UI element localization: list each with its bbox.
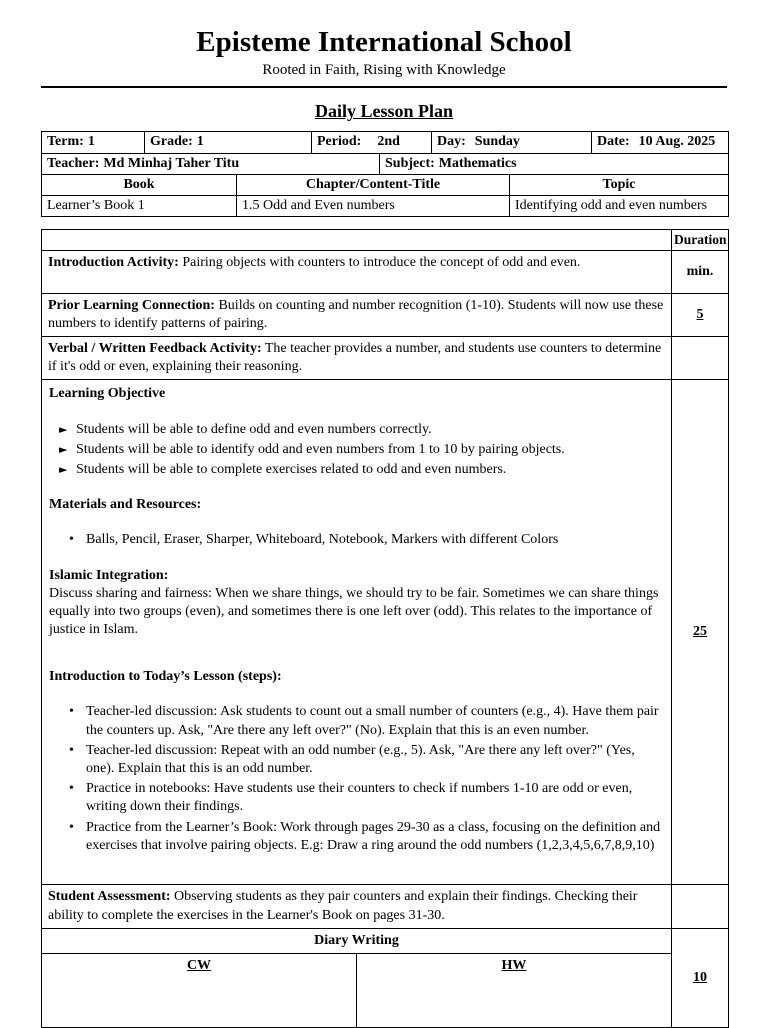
objective-item-text: Students will be able to identify odd and even numbers from 1 to 10 by pairing objects. [76, 441, 565, 457]
feedback-activity-label: Verbal / Written Feedback Activity: [48, 341, 262, 357]
day-label: Day: [437, 134, 466, 150]
lesson-table [41, 229, 729, 1028]
introduction-duration: min. [672, 250, 729, 293]
teacher-label: Teacher: [47, 155, 100, 171]
school-header [41, 26, 727, 88]
dot-bullet-icon: • [69, 742, 74, 758]
lesson-step-text: Practice from the Learner’s Book: Work through pages 29-30 as a class, focusing on the definition and exercises that involve pairing objects. E.g: Draw a ring around the odd numbers (1,2,3,4,5,6,7,8,9,10) [86, 819, 661, 853]
dot-bullet-icon: • [69, 704, 74, 720]
day-value: Sunday [474, 134, 520, 150]
diary-duration: 10 [672, 928, 729, 1027]
teacher-cell [42, 153, 380, 174]
subject-label: Subject: [385, 155, 435, 171]
feedback-duration-empty [672, 337, 729, 380]
objective-duration: 25 [672, 380, 729, 885]
student-assessment-label: Student Assessment: [48, 889, 171, 905]
prior-learning-duration: 5 [672, 293, 729, 336]
book-value: Learner’s Book 1 [42, 195, 237, 216]
lesson-step [69, 819, 664, 855]
info-table-row1 [41, 131, 729, 153]
duration-header: Duration [672, 230, 729, 251]
objective-item [59, 441, 664, 459]
arrow-bullet-icon: ► [59, 442, 68, 456]
grade-cell [145, 132, 312, 153]
lesson-step [69, 703, 664, 739]
chapter-header: Chapter/Content-Title [237, 174, 510, 195]
date-cell [592, 132, 729, 153]
objectives-list [49, 421, 664, 480]
school-motto: Rooted in Faith, Rising with Knowledge [262, 62, 506, 79]
learning-objective-heading: Learning Objective [49, 386, 166, 402]
duration-header-spacer [42, 230, 672, 251]
info-table-row2 [41, 153, 729, 175]
grade-value: 1 [196, 134, 204, 150]
term-cell [42, 132, 145, 153]
header-divider [41, 86, 727, 88]
islamic-integration-heading: Islamic Integration: [49, 567, 169, 583]
document-title: Daily Lesson Plan [314, 101, 454, 122]
feedback-activity-text: The teacher provides a number, and students use counters to determine if it's odd or even, explaining their reasoning. [48, 341, 662, 375]
lesson-steps-list [49, 703, 664, 855]
day-cell [432, 132, 592, 153]
materials-item-text: Balls, Pencil, Eraser, Sharper, Whiteboard, Notebook, Markers with different Colors [86, 532, 559, 548]
assessment-duration-empty [672, 885, 729, 928]
lesson-step [69, 742, 664, 778]
prior-learning-label: Prior Learning Connection: [48, 297, 215, 313]
diary-writing-heading: Diary Writing [42, 928, 672, 953]
feedback-activity-cell [42, 337, 672, 380]
lesson-step-text: Practice in notebooks: Have students use their counters to check if numbers 1-10 are odd or even, writing down their findings. [86, 781, 633, 815]
lesson-steps-heading: Introduction to Today’s Lesson (steps): [49, 669, 282, 685]
dot-bullet-icon: • [69, 532, 74, 548]
islamic-integration-text: Discuss sharing and fairness: When we share things, we should try to be fair. Sometimes we can share things equally into two groups (even), and sometimes there is one left over (odd). This relates to the importance of justice in Islam. [49, 585, 659, 638]
objective-item-text: Students will be able to complete exercises related to odd and even numbers. [76, 461, 507, 477]
chapter-value: 1.5 Odd and Even numbers [237, 195, 510, 216]
arrow-bullet-icon: ► [59, 462, 68, 476]
prior-learning-cell [42, 293, 672, 336]
subject-cell [380, 153, 729, 174]
objective-item-text: Students will be able to define odd and even numbers correctly. [76, 421, 432, 437]
date-label: Date: [597, 134, 630, 150]
student-assessment-cell [42, 885, 672, 928]
introduction-activity-cell [42, 250, 672, 293]
book-header: Book [42, 174, 237, 195]
arrow-bullet-icon: ► [59, 422, 68, 436]
objective-item [59, 421, 664, 439]
subject-value: Mathematics [438, 155, 517, 171]
objective-item [59, 461, 664, 479]
teacher-value: Md Minhaj Taher Titu [103, 155, 240, 171]
school-name: Episteme International School [196, 26, 572, 58]
term-value: 1 [87, 134, 95, 150]
dot-bullet-icon: • [69, 781, 74, 797]
materials-heading: Materials and Resources: [49, 497, 202, 513]
topic-value: Identifying odd and even numbers [510, 195, 729, 216]
grade-label: Grade: [150, 134, 193, 150]
prior-learning-text: Builds on counting and number recognition (1-10). Students will now use these numbers to identify patterns of pairing. [48, 297, 664, 331]
homework-label: HW [501, 957, 527, 973]
student-assessment-text: Observing students as they pair counters and explain their findings. Checking their ability to complete the exercises in the Learner's Book on pages 31-30. [48, 889, 638, 923]
learning-objective-cell [42, 380, 672, 885]
classwork-cell [42, 953, 357, 1027]
homework-cell [357, 953, 672, 1027]
introduction-activity-label: Introduction Activity: [48, 254, 179, 270]
period-value: 2nd [377, 134, 400, 150]
lesson-step-text: Teacher-led discussion: Repeat with an odd number (e.g., 5). Ask, "Are there any left over?" (Yes, one). Explain that this is an odd number. [86, 742, 635, 777]
dot-bullet-icon: • [69, 819, 74, 835]
info-table-book [41, 174, 729, 217]
term-label: Term: [47, 134, 84, 150]
lesson-step-text: Teacher-led discussion: Ask students to count out a small number of counters (e.g., 4). Have them pair the counters up. Ask, "Are there any left over?" (No). Explain that this is an even number. [86, 704, 659, 738]
lesson-step [69, 780, 664, 816]
topic-header: Topic [510, 174, 729, 195]
date-value: 10 Aug. 2025 [638, 134, 716, 150]
materials-item [69, 531, 664, 549]
materials-list [49, 531, 664, 549]
period-label: Period: [317, 134, 362, 150]
period-cell [312, 132, 432, 153]
classwork-label: CW [186, 957, 212, 973]
introduction-activity-text: Pairing objects with counters to introduce the concept of odd and even. [182, 254, 581, 270]
